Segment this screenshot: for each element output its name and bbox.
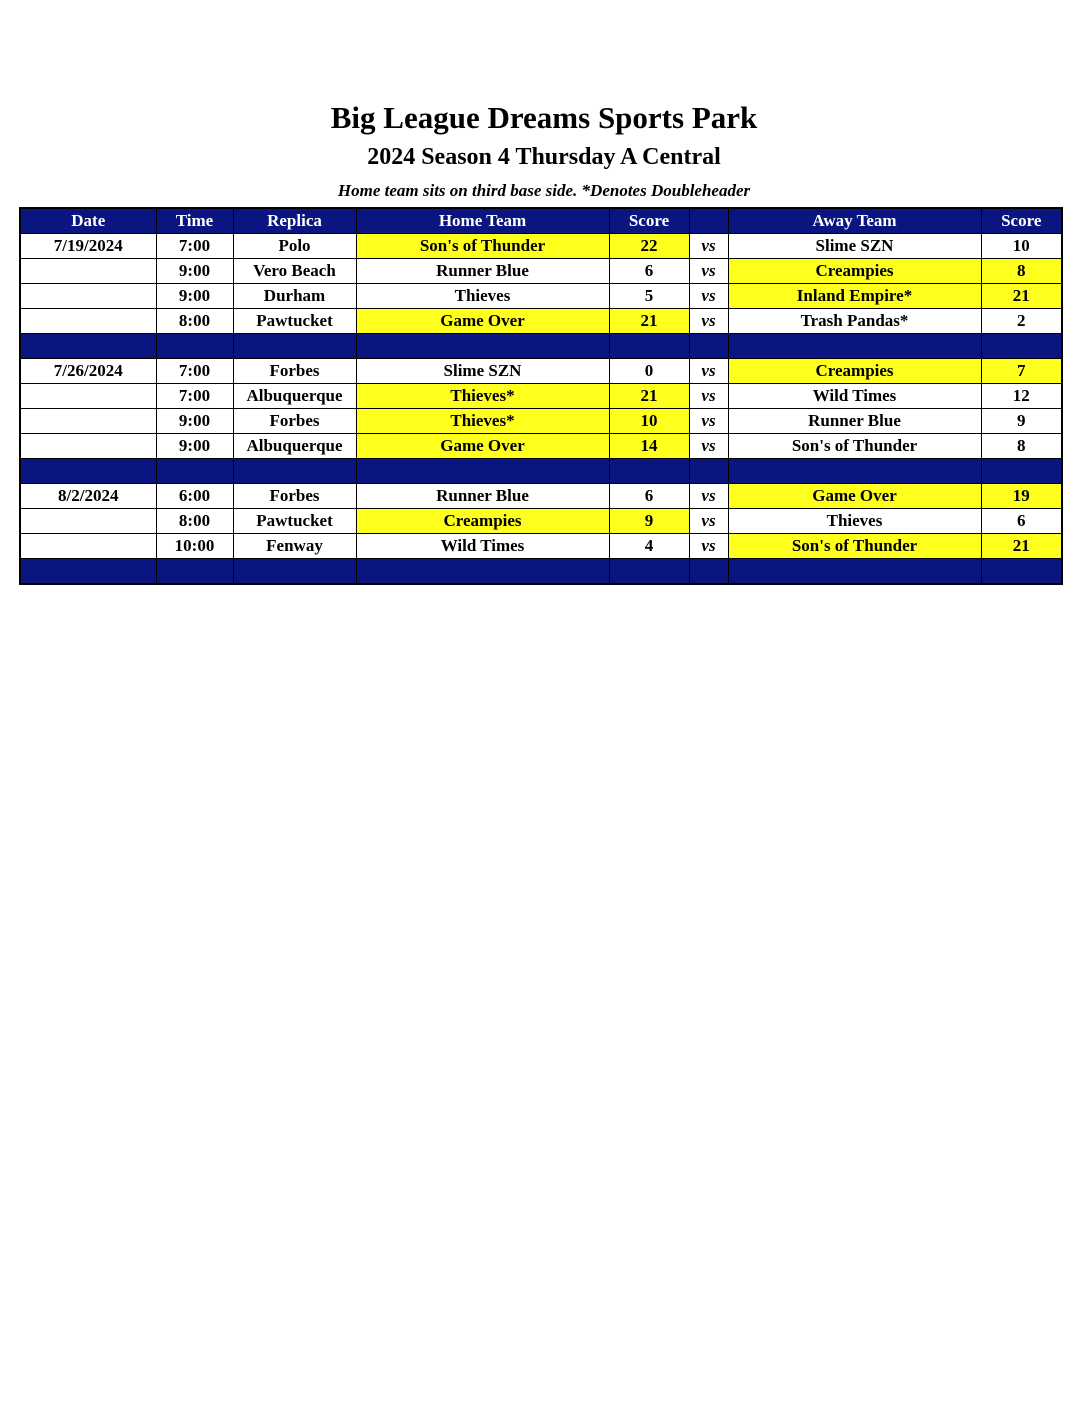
home-team: Thieves*: [356, 409, 609, 434]
separator-cell: [728, 559, 981, 585]
away-score: 8: [981, 259, 1062, 284]
away-score: 2: [981, 309, 1062, 334]
game-date: [20, 409, 156, 434]
away-score: 21: [981, 284, 1062, 309]
vs-label: vs: [689, 259, 728, 284]
header-row: [20, 208, 1062, 234]
home-score: 4: [609, 534, 689, 559]
vs-label: vs: [689, 484, 728, 509]
game-replica: Albuquerque: [233, 384, 356, 409]
home-team: Creampies: [356, 509, 609, 534]
game-row: [20, 284, 1062, 309]
game-time: 7:00: [156, 359, 233, 384]
home-team: Thieves*: [356, 384, 609, 409]
away-team: Creampies: [728, 259, 981, 284]
separator-cell: [981, 459, 1062, 484]
game-replica: Vero Beach: [233, 259, 356, 284]
week-separator: [20, 459, 1062, 484]
home-score: 0: [609, 359, 689, 384]
game-replica: Forbes: [233, 409, 356, 434]
week-separator: [20, 334, 1062, 359]
home-score: 6: [609, 484, 689, 509]
game-row: [20, 434, 1062, 459]
column-header-home-team: Home Team: [356, 208, 609, 234]
game-replica: Polo: [233, 234, 356, 259]
away-team: Runner Blue: [728, 409, 981, 434]
column-header-replica: Replica: [233, 208, 356, 234]
game-row: [20, 309, 1062, 334]
away-score: 19: [981, 484, 1062, 509]
away-team: Slime SZN: [728, 234, 981, 259]
column-header-away-team: Away Team: [728, 208, 981, 234]
separator-cell: [233, 459, 356, 484]
game-replica: Albuquerque: [233, 434, 356, 459]
away-score: 12: [981, 384, 1062, 409]
game-row: [20, 359, 1062, 384]
vs-label: vs: [689, 409, 728, 434]
game-row: [20, 484, 1062, 509]
separator-cell: [609, 459, 689, 484]
away-score: 9: [981, 409, 1062, 434]
column-header-vs: [689, 208, 728, 234]
game-row: [20, 534, 1062, 559]
separator-cell: [156, 559, 233, 585]
game-time: 9:00: [156, 284, 233, 309]
game-time: 7:00: [156, 384, 233, 409]
vs-label: vs: [689, 384, 728, 409]
game-row: [20, 384, 1062, 409]
game-date: [20, 509, 156, 534]
game-time: 9:00: [156, 259, 233, 284]
away-team: Trash Pandas*: [728, 309, 981, 334]
game-time: 8:00: [156, 309, 233, 334]
away-team: Thieves: [728, 509, 981, 534]
game-row: [20, 409, 1062, 434]
page-subtitle: 2024 Season 4 Thursday A Central: [367, 144, 721, 170]
game-replica: Pawtucket: [233, 309, 356, 334]
game-replica: Durham: [233, 284, 356, 309]
game-date: 7/26/2024: [20, 359, 156, 384]
away-score: 10: [981, 234, 1062, 259]
separator-cell: [728, 459, 981, 484]
separator-cell: [356, 559, 609, 585]
vs-label: vs: [689, 284, 728, 309]
home-score: 6: [609, 259, 689, 284]
page-title: Big League Dreams Sports Park: [330, 100, 758, 135]
separator-cell: [981, 559, 1062, 585]
vs-label: vs: [689, 509, 728, 534]
game-date: 7/19/2024: [20, 234, 156, 259]
separator-cell: [233, 559, 356, 585]
separator-cell: [609, 559, 689, 585]
game-replica: Forbes: [233, 484, 356, 509]
home-score: 21: [609, 309, 689, 334]
separator-cell: [20, 334, 156, 359]
game-date: [20, 534, 156, 559]
game-time: 10:00: [156, 534, 233, 559]
vs-label: vs: [689, 309, 728, 334]
home-team: Runner Blue: [356, 484, 609, 509]
separator-cell: [728, 334, 981, 359]
game-time: 9:00: [156, 409, 233, 434]
game-row: [20, 234, 1062, 259]
schedule-table: [19, 207, 1063, 585]
vs-label: vs: [689, 359, 728, 384]
separator-cell: [156, 459, 233, 484]
separator-cell: [20, 559, 156, 585]
game-time: 7:00: [156, 234, 233, 259]
separator-cell: [356, 459, 609, 484]
away-score: 21: [981, 534, 1062, 559]
doubleheader-note: Home team sits on third base side. *Denotes Doubleheader: [337, 181, 751, 200]
game-date: [20, 259, 156, 284]
game-date: [20, 284, 156, 309]
separator-cell: [689, 334, 728, 359]
vs-label: vs: [689, 234, 728, 259]
away-score: 8: [981, 434, 1062, 459]
column-header-date: Date: [20, 208, 156, 234]
game-time: 6:00: [156, 484, 233, 509]
game-date: [20, 384, 156, 409]
week-separator: [20, 559, 1062, 585]
separator-cell: [689, 559, 728, 585]
game-replica: Forbes: [233, 359, 356, 384]
separator-cell: [233, 334, 356, 359]
home-team: Game Over: [356, 309, 609, 334]
game-row: [20, 259, 1062, 284]
home-team: Wild Times: [356, 534, 609, 559]
separator-cell: [689, 459, 728, 484]
home-team: Thieves: [356, 284, 609, 309]
away-team: Son's of Thunder: [728, 434, 981, 459]
vs-label: vs: [689, 534, 728, 559]
away-team: Game Over: [728, 484, 981, 509]
home-score: 9: [609, 509, 689, 534]
vs-label: vs: [689, 434, 728, 459]
separator-cell: [981, 334, 1062, 359]
home-team: Game Over: [356, 434, 609, 459]
away-score: 7: [981, 359, 1062, 384]
game-date: 8/2/2024: [20, 484, 156, 509]
away-team: Wild Times: [728, 384, 981, 409]
home-score: 5: [609, 284, 689, 309]
home-score: 21: [609, 384, 689, 409]
away-score: 6: [981, 509, 1062, 534]
column-header-time: Time: [156, 208, 233, 234]
game-date: [20, 434, 156, 459]
home-score: 22: [609, 234, 689, 259]
home-team: Runner Blue: [356, 259, 609, 284]
separator-cell: [20, 459, 156, 484]
game-time: 9:00: [156, 434, 233, 459]
game-row: [20, 509, 1062, 534]
home-score: 10: [609, 409, 689, 434]
away-team: Son's of Thunder: [728, 534, 981, 559]
game-replica: Fenway: [233, 534, 356, 559]
column-header-away-score: Score: [981, 208, 1062, 234]
home-team: Slime SZN: [356, 359, 609, 384]
away-team: Inland Empire*: [728, 284, 981, 309]
game-replica: Pawtucket: [233, 509, 356, 534]
game-date: [20, 309, 156, 334]
game-time: 8:00: [156, 509, 233, 534]
separator-cell: [156, 334, 233, 359]
column-header-home-score: Score: [609, 208, 689, 234]
away-team: Creampies: [728, 359, 981, 384]
separator-cell: [356, 334, 609, 359]
home-team: Son's of Thunder: [356, 234, 609, 259]
home-score: 14: [609, 434, 689, 459]
separator-cell: [609, 334, 689, 359]
